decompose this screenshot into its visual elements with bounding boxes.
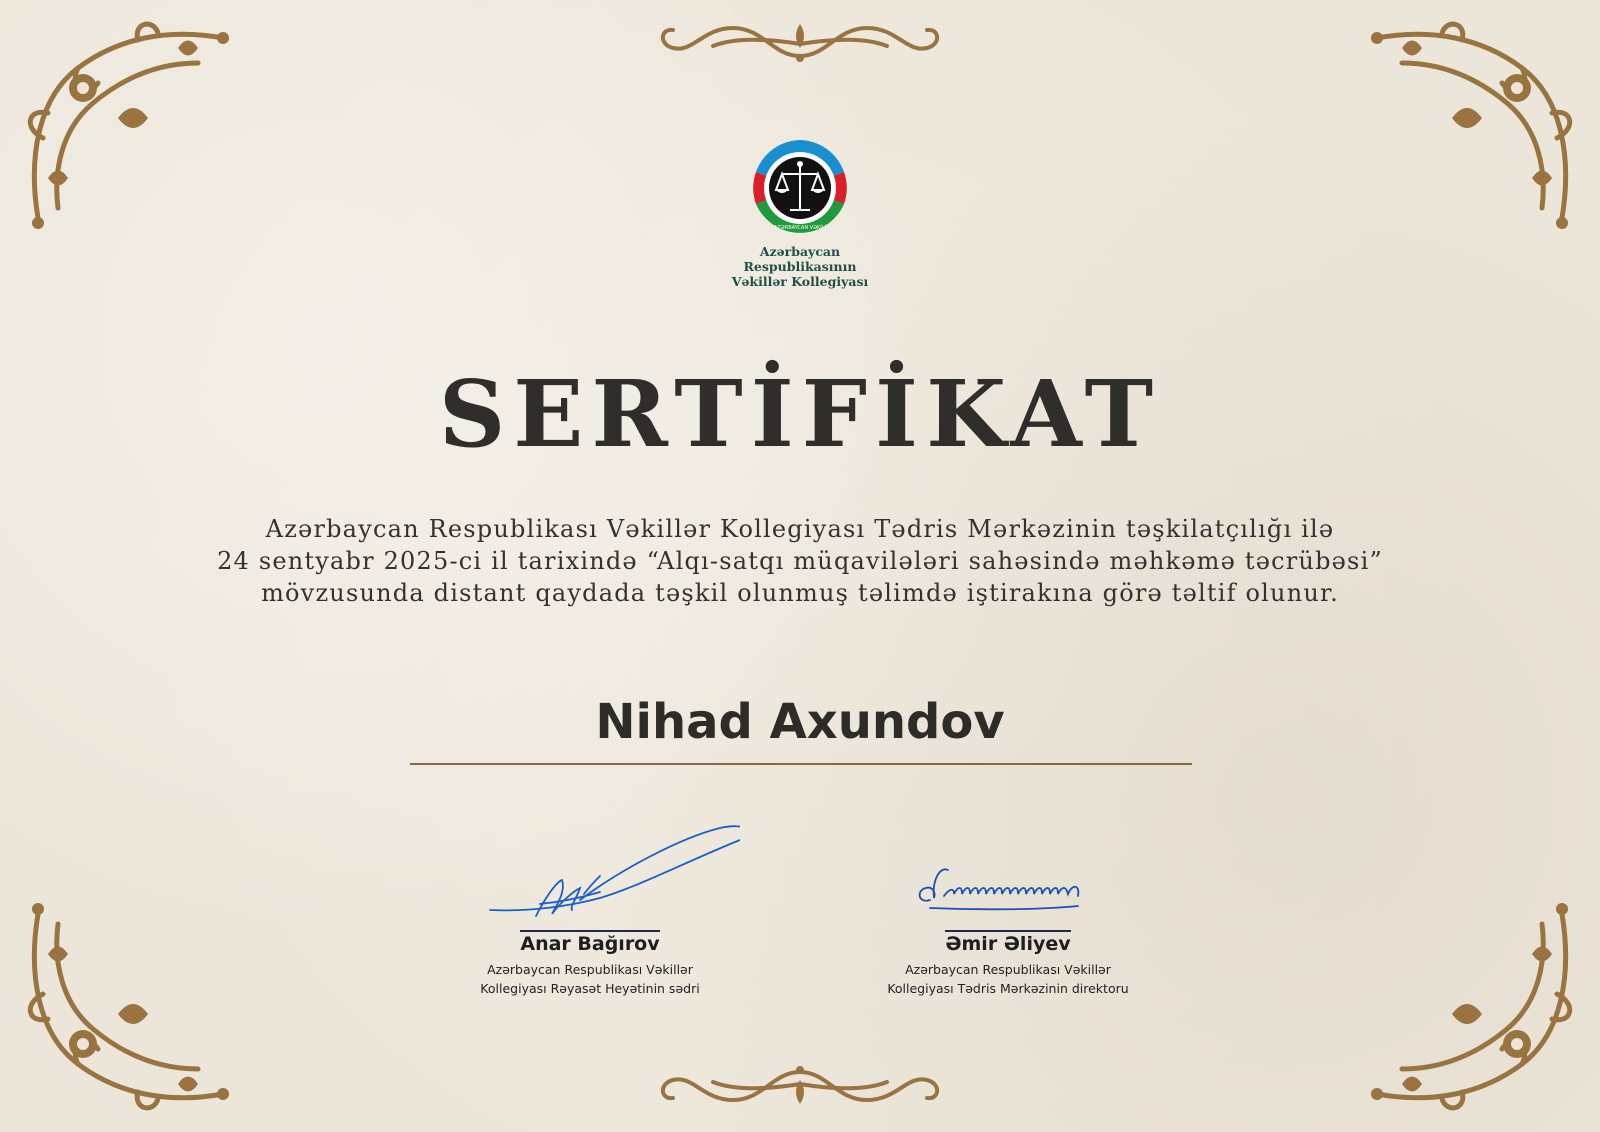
bottom-flourish-ornament [653,1060,947,1110]
signature-block-director [858,860,1158,998]
organization-name [700,244,900,289]
body-line-2: 24 sentyabr 2025-ci il tarixində “Alqı-satqı müqavilələri sahəsində məhkəmə təcrübəsi” [217,547,1383,575]
handwritten-signature-2 [858,860,1158,930]
handwritten-signature-1 [440,820,740,930]
signatory-title-2 [858,960,1158,998]
signatory-title-2-line-2: Kollegiyası Tədris Mərkəzinin direktoru [887,981,1129,996]
corner-ornament-top-left [18,18,238,238]
signatory-name-2: Əmir Əliyev [945,930,1070,956]
org-name-line-2: Respublikasının [743,259,857,274]
signatory-title-1-line-1: Azərbaycan Respublikası Vəkillər [487,962,693,977]
scales-of-justice-emblem-icon [748,136,852,240]
corner-ornament-bottom-right [1362,894,1582,1114]
org-name-line-1: Azərbaycan [759,244,841,259]
emblem-ring-text: AZƏRBAYCAN VƏKİLİ [773,225,827,231]
signatory-title-2-line-1: Azərbaycan Respublikası Vəkillər [905,962,1111,977]
signatory-title-1-line-2: Kollegiyası Rəyasət Heyətinin sədri [480,981,700,996]
corner-ornament-top-right [1362,18,1582,238]
signatory-name-1: Anar Bağırov [520,930,659,956]
signatory-title-1 [440,960,740,998]
recipient-underline [410,763,1192,765]
top-flourish-ornament [653,18,947,68]
certificate-title: SERTİFİKAT [438,360,1162,468]
body-line-1: Azərbaycan Respublikası Vəkillər Kollegiyası Tədris Mərkəzinin təşkilatçılığı ilə [265,515,1335,543]
certificate-body [100,513,1500,609]
corner-ornament-bottom-left [18,894,238,1114]
organization-logo [700,136,900,289]
body-line-3: mövzusunda distant qaydada təşkil olunmuş təlimdə iştirakına görə təltif olunur. [261,579,1339,607]
org-name-line-3: Vəkillər Kollegiyası [731,274,869,289]
recipient-name: Nihad Axundov [595,694,1005,750]
signature-block-chairman [440,820,740,998]
